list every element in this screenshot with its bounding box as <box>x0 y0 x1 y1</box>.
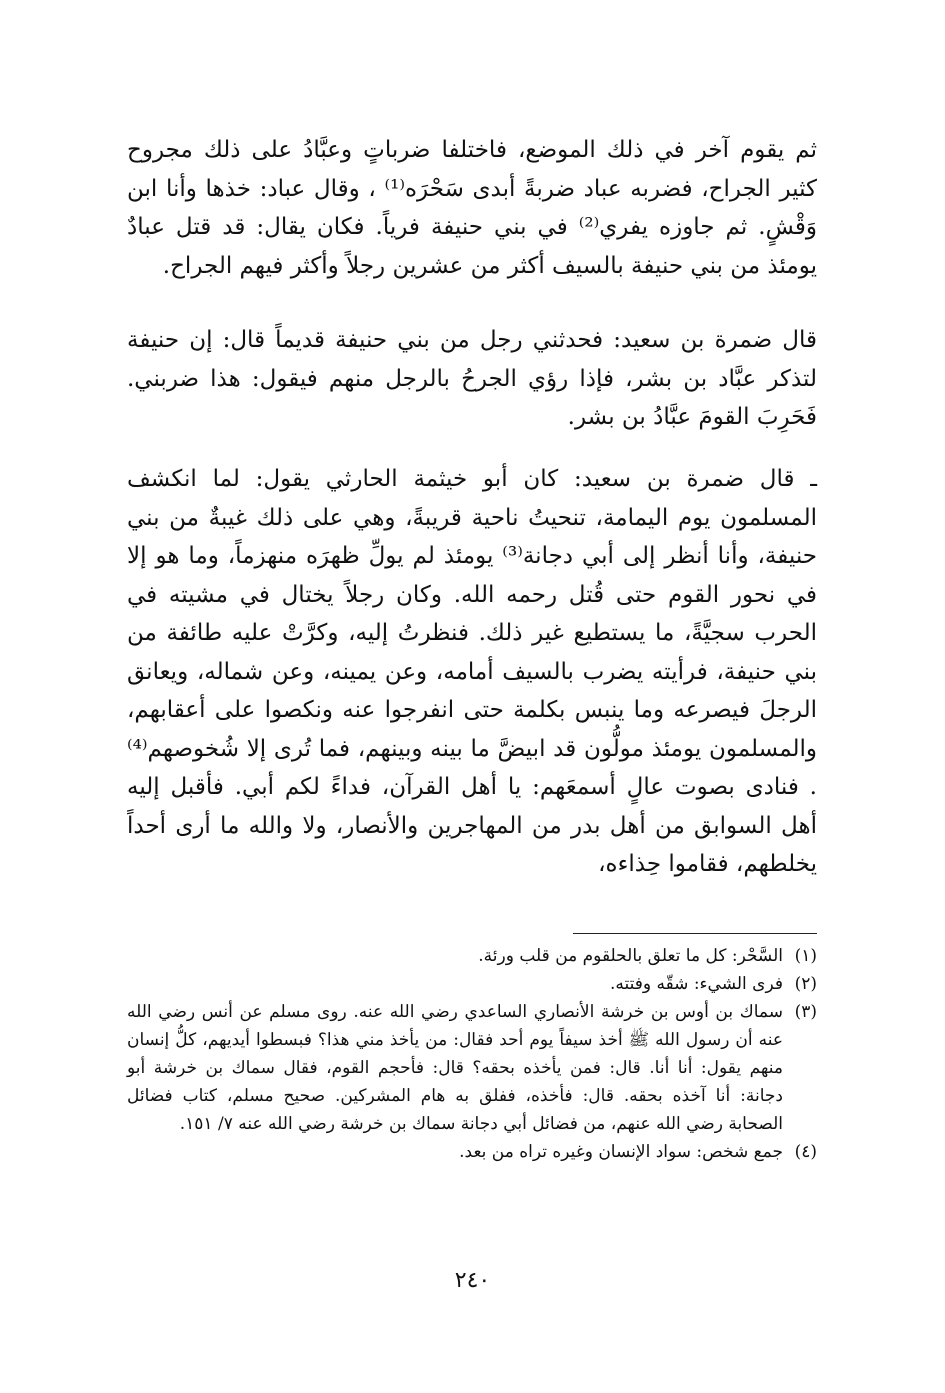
page-number: ٢٤٠ <box>454 1268 491 1293</box>
footnote-4 <box>127 1138 817 1166</box>
footnote-number: (١) <box>794 946 817 966</box>
body-paragraph-3: ـ قال ضمرة بن سعيد: كان أبو خيثمة الحارثي يقول: لما انكشف المسلمون يوم اليمامة، تنحيتُ ناحية قريبةً، وهي على ذلك غيبةٌ من بني حنيفة، وأنا أنظر إلى أبي دجانة⁽³⁾ يومئذ لم يولِّ ظهرَه منهزماً، وما هو إلا في نحور القوم حتى قُتل رحمه الله. وكان رجلاً يختال في مشيته في الحرب سجيَّةً، ما يستطيع غير ذلك. فنظرتُ إليه، وكرَّتْ عليه طائفة من بني حنيفة، فرأيته يضرب بالسيف أمامه، وعن يمينه، وعن شماله، ويعانق الرجلَ فيصرعه وما ينبس بكلمة حتى انفرجوا عنه ونكصوا على أعقابهم، والمسلمون يومئذ مولُّون قد ابيضَّ ما بينه وبينهم، فما تُرى إلا شُخوصهم⁽⁴⁾ . فنادى بصوت عالٍ أسمعَهم: يا أهل القرآن، فداءً لكم أبي. فأقبل إليه أهل السوابق من أهل بدر من المهاجرين والأنصار، ولا والله ما أرى أحداً يخلطهم، فقاموا حِذاءه، <box>127 466 817 877</box>
body-paragraph-1: ثم يقوم آخر في ذلك الموضع، فاختلفا ضرباتٍ وعبَّادُ على ذلك مجروح كثير الجراح، فضربه عباد ضربةً أبدى سَحْرَه⁽¹⁾ ، وقال عباد: خذها وأنا ابن وَقْشٍ. ثم جاوزه يفري⁽²⁾ في بني حنيفة فرياً. فكان يقال: قد قتل عبادٌ يومئذ من بني حنيفة بالسيف أكثر من عشرين رجلاً وأكثر فيهم الجراح. <box>127 137 818 279</box>
footnotes <box>127 942 817 1166</box>
footnote-text: فرى الشيء: شقّه وفتته. <box>609 974 783 994</box>
footnote-1 <box>127 942 817 970</box>
footnote-text: سماك بن أوس بن خرشة الأنصاري الساعدي رضي الله عنه. روى مسلم عن أنس رضي الله عنه أن رسول الله ﷺ أخذ سيفاً يوم أحد فقال: من يأخذ مني هذا؟ فبسطوا أيديهم، كلُّ إنسان منهم يقول: أنا أنا. قال: فمن يأخذه بحقه؟ قال: فأحجم القوم، فقال سماك بن خرشة أبو دجانة: أنا آخذه بحقه. قال: فأخذه، ففلق به هام المشركين. صحيح مسلم، كتاب فضائل الصحابة رضي الله عنهم، من فضائل أبي دجانة سماك بن خرشة رضي الله عنه ٧/ ١٥١. <box>127 1002 783 1134</box>
footnote-3 <box>127 998 817 1138</box>
footnote-separator <box>573 933 817 934</box>
footnote-number: (٢) <box>794 974 817 994</box>
footnote-text: السَّحْر: كل ما تعلق بالحلقوم من قلب ورئة. <box>478 946 783 966</box>
footnote-number: (٣) <box>794 1002 817 1022</box>
body-paragraph-2: قال ضمرة بن سعيد: فحدثني رجل من بني حنيفة قديماً قال: إن حنيفة لتذكر عبَّاد بن بشر، فإذا رؤي الجرحُ بالرجل منهم فيقول: هذا ضربني. فَحَرِبَ القومَ عبَّادُ بن بشر. <box>127 327 817 430</box>
footnote-text: جمع شخص: سواد الإنسان وغيره تراه من بعد. <box>459 1142 783 1162</box>
footnote-number: (٤) <box>794 1142 817 1162</box>
footnote-2 <box>127 970 817 998</box>
